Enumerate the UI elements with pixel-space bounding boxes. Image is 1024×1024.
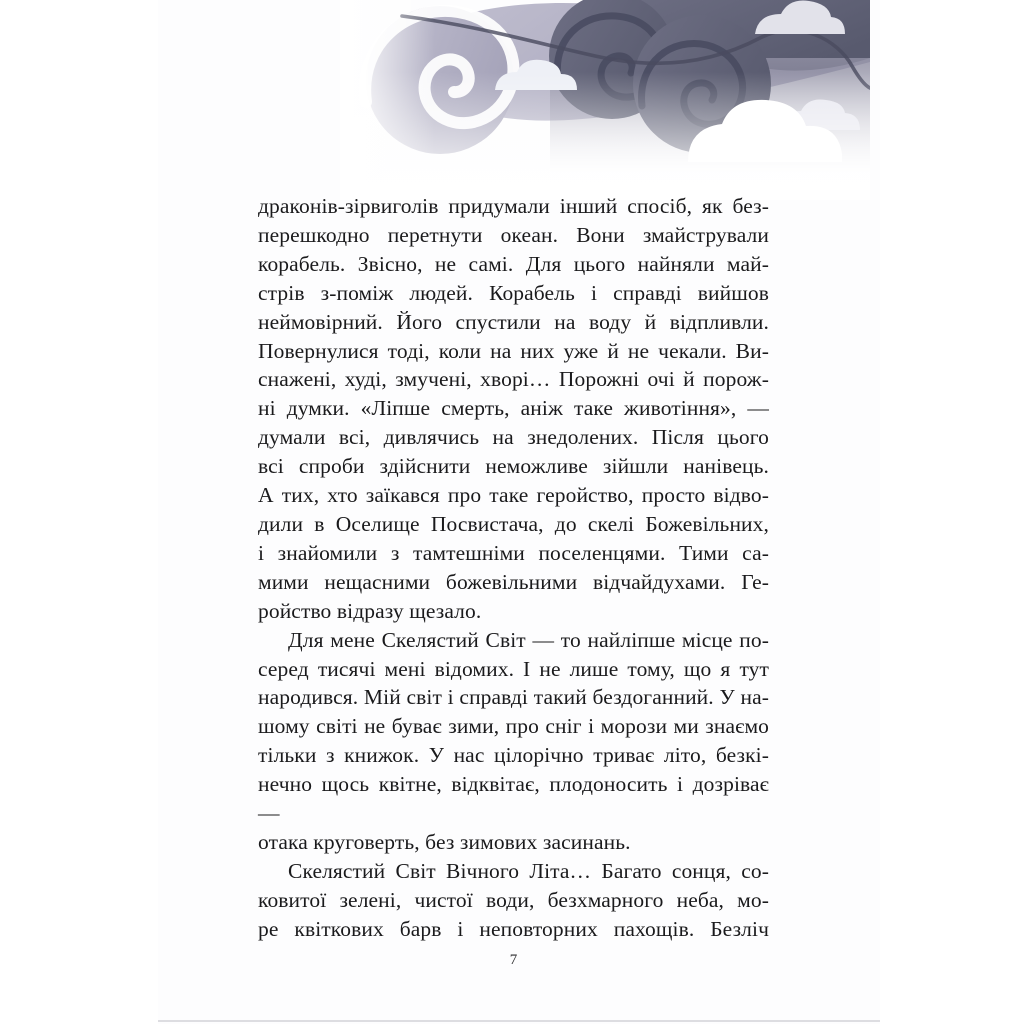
text-line: стрів з-поміж людей. Корабель і справді вийшов: [258, 280, 769, 305]
text-line: дили в Оселище Посвистача, до скелі Божевільних,: [258, 511, 769, 536]
text-line: ні думки. «Ліпше смерть, аніж таке животіння», —: [258, 396, 769, 421]
text-line: неймовірний. Його спустили на воду й відпливли.: [258, 309, 769, 334]
text-line: Повернулися тоді, коли на них уже й не чекали. Ви-: [258, 338, 769, 363]
text-line: шому світі не буває зими, про сніг і морози ми знаємо: [258, 714, 769, 739]
text-line: драконів-зірвиголів придумали інший спосіб, як без-: [258, 194, 769, 218]
text-line: отака круговерть, без зимових засинань.: [258, 829, 631, 854]
text-line: ковитої зелені, чистої води, безхмарного неба, мо-: [258, 887, 769, 912]
text-line: ре квіткових барв і неповторних пахощів. Безліч: [258, 916, 769, 941]
text-line: народився. Мій світ і справді такий бездоганний. У на-: [258, 685, 769, 710]
text-line: тільки з книжок. У нас цілорічно триває літо, безкі-: [258, 743, 769, 768]
page-bottom-edge: [158, 1020, 880, 1022]
text-line: мими нещасними божевільними відчайдухами. Ге-: [258, 569, 769, 594]
text-line: всі спроби здійснити неможливе зійшли нанівець.: [258, 454, 769, 479]
text-line: серед тисячі мені відомих. І не лише тому, що я тут: [258, 656, 769, 681]
clouds-waves-illustration: [340, 0, 870, 200]
page-number: 7: [509, 952, 518, 968]
text-line: Скелястий Світ Вічного Літа… Багато сонця, со-: [288, 858, 769, 883]
page-text: [258, 192, 769, 944]
text-line: Для мене Скелястий Світ — то найліпше місце по-: [288, 627, 769, 652]
fade-left: [340, 0, 435, 200]
text-line: корабель. Звісно, не самі. Для цього найняли май-: [258, 251, 769, 276]
text-line: перешкодно перетнути океан. Вони змайстрували: [258, 222, 769, 247]
text-line: А тих, хто заїкався про таке геройство, просто відво-: [258, 483, 769, 508]
text-line: і знайомили з тамтешніми поселенцями. Тими са-: [258, 540, 769, 565]
text-line: ройство відразу щезало.: [258, 598, 482, 623]
text-line: нечно щось квітне, відквітає, плодоносить і дозріває —: [258, 772, 769, 826]
text-line: думали всі, дивлячись на знедолених. Після цього: [258, 425, 769, 450]
text-line: снажені, худі, змучені, хворі… Порожні очі й порож-: [258, 367, 769, 392]
